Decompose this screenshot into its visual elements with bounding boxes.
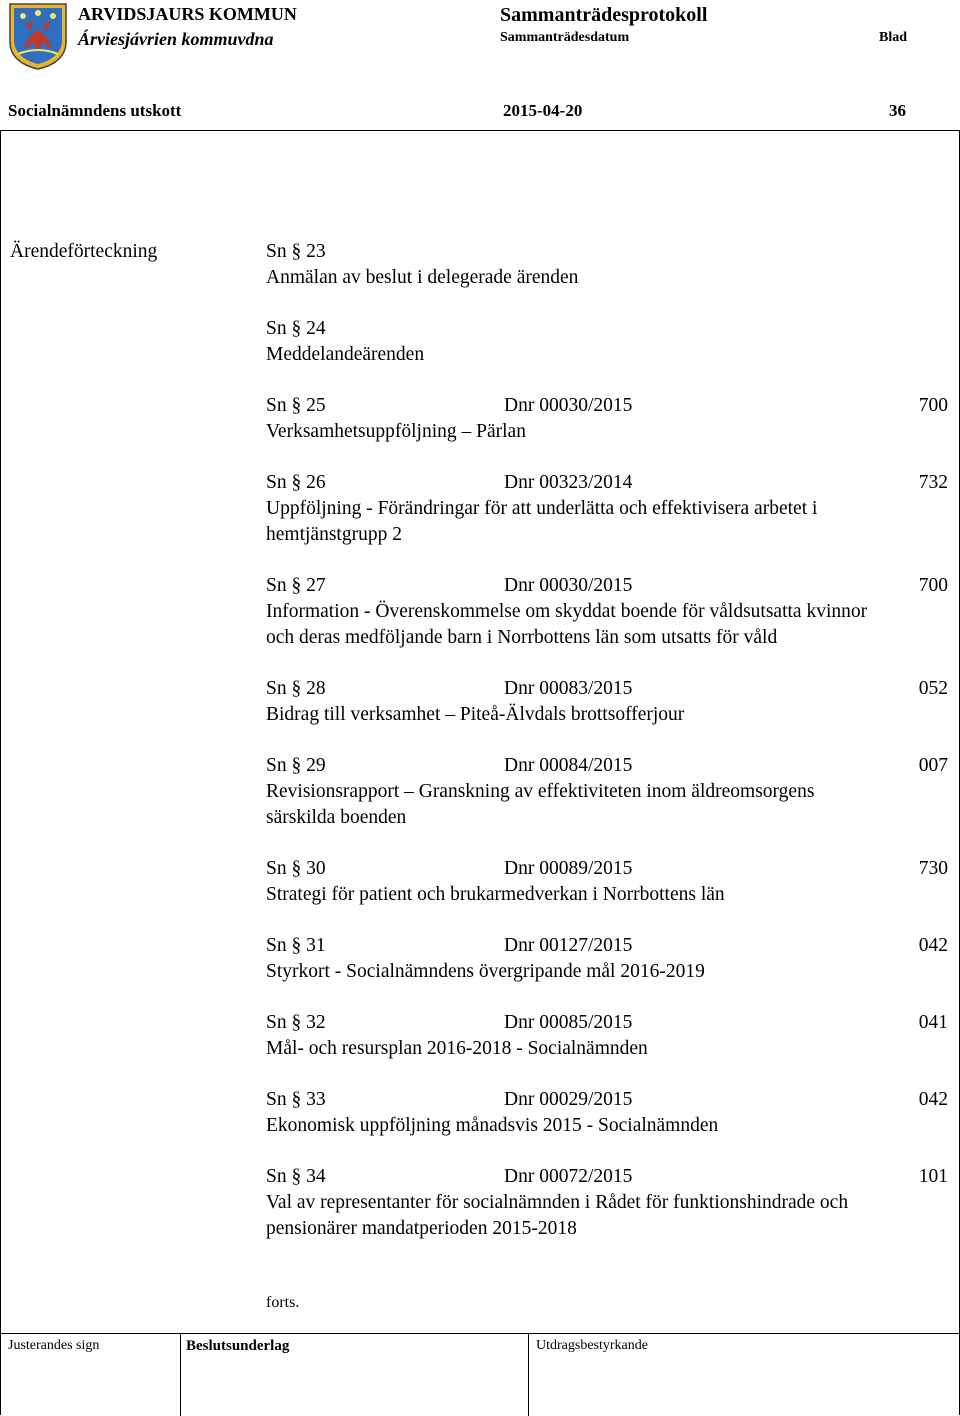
footer-divider-1 [180, 1333, 181, 1416]
agenda-item-header [266, 241, 948, 265]
classification-code: 041 [918, 1012, 948, 1033]
page-number: 36 [889, 101, 906, 120]
page-label: Blad [879, 30, 908, 45]
agenda-item-header [266, 318, 948, 342]
registration-number: Dnr 00030/2015 [504, 395, 633, 416]
agenda-item-title: Uppföljning - Förändringar för att underlätta och effektivisera arbetet i [266, 498, 818, 519]
agenda-item-title: Bidrag till verksamhet – Piteå-Älvdals brottsofferjour [266, 704, 685, 725]
classification-code: 732 [918, 472, 948, 493]
paragraph-number: Sn § 31 [266, 935, 326, 956]
paragraph-number: Sn § 29 [266, 755, 326, 776]
agenda-item-title: Verksamhetsuppföljning – Pärlan [266, 421, 526, 442]
classification-code: 101 [918, 1166, 948, 1187]
meeting-date: 2015-04-20 [503, 101, 583, 120]
agenda-item-header [266, 858, 948, 882]
agenda-item-header [266, 1012, 948, 1036]
agenda-item-title: pensionärer mandatperioden 2015-2018 [266, 1218, 577, 1239]
agenda-item-header [266, 935, 948, 959]
continued-note: forts. [266, 1294, 300, 1311]
registration-number: Dnr 00030/2015 [504, 575, 633, 596]
justifier-sign-label: Justerandes sign [8, 1338, 100, 1353]
committee-name: Socialnämndens utskott [8, 101, 182, 120]
registration-number: Dnr 00083/2015 [504, 678, 633, 699]
classification-code: 007 [918, 755, 948, 776]
agenda-item-title: hemtjänstgrupp 2 [266, 524, 402, 545]
registration-number: Dnr 00089/2015 [504, 858, 633, 879]
paragraph-number: Sn § 34 [266, 1166, 326, 1187]
agenda-item-title: och deras medföljande barn i Norrbottens län som utsatts för våld [266, 627, 778, 648]
paragraph-number: Sn § 30 [266, 858, 326, 879]
agenda-item-header [266, 755, 948, 779]
municipality-coat-of-arms-logo [8, 2, 68, 70]
agenda-item-title: Revisionsrapport – Granskning av effektiviteten inom äldreomsorgens [266, 781, 815, 802]
classification-code: 052 [918, 678, 948, 699]
paragraph-number: Sn § 24 [266, 318, 326, 339]
agenda-item-header [266, 472, 948, 496]
agenda-item-header [266, 1089, 948, 1113]
municipality-name: ARVIDSJAURS KOMMUN [78, 4, 297, 24]
protocol-title: Sammanträdesprotokoll [500, 4, 708, 26]
classification-code: 042 [918, 935, 948, 956]
registration-number: Dnr 00029/2015 [504, 1089, 633, 1110]
paragraph-number: Sn § 32 [266, 1012, 326, 1033]
agenda-item-title: Val av representanter för socialnämnden i Rådet för funktionshindrade och [266, 1192, 849, 1213]
registration-number: Dnr 00323/2014 [504, 472, 633, 493]
meeting-date-label: Sammanträdesdatum [500, 30, 630, 45]
agenda-item-title: Anmälan av beslut i delegerade ärenden [266, 267, 579, 288]
agenda-item-title: Strategi för patient och brukarmedverkan i Norrbottens län [266, 884, 725, 905]
paragraph-number: Sn § 27 [266, 575, 326, 596]
agenda-item-title: Information - Överenskommelse om skyddat boende för våldsutsatta kvinnor [266, 601, 868, 622]
agenda-item-header [266, 575, 948, 599]
agenda-item-header [266, 395, 948, 419]
excerpt-certification-label: Utdragsbestyrkande [536, 1338, 648, 1353]
agenda-item-title: Mål- och resursplan 2016-2018 - Socialnämnden [266, 1038, 648, 1059]
agenda-item-title: Ekonomisk uppföljning månadsvis 2015 - Socialnämnden [266, 1115, 719, 1136]
footer-divider-2 [528, 1333, 529, 1416]
section-label: Ärendeförteckning [10, 241, 158, 262]
agenda-item-title: Meddelandeärenden [266, 344, 425, 365]
classification-code: 042 [918, 1089, 948, 1110]
paragraph-number: Sn § 28 [266, 678, 326, 699]
footer-divider [0, 1333, 960, 1334]
municipality-name-sami: Árviesjávrien kommuvdna [78, 29, 274, 49]
paragraph-number: Sn § 23 [266, 241, 326, 262]
registration-number: Dnr 00084/2015 [504, 755, 633, 776]
registration-number: Dnr 00085/2015 [504, 1012, 633, 1033]
classification-code: 700 [918, 575, 948, 596]
agenda-item-header [266, 678, 948, 702]
registration-number: Dnr 00127/2015 [504, 935, 633, 956]
agenda-item-header [266, 1166, 948, 1190]
classification-code: 730 [918, 858, 948, 879]
agenda-item-title: Styrkort - Socialnämndens övergripande mål 2016-2019 [266, 961, 705, 982]
paragraph-number: Sn § 26 [266, 472, 326, 493]
registration-number: Dnr 00072/2015 [504, 1166, 633, 1187]
paragraph-number: Sn § 25 [266, 395, 326, 416]
paragraph-number: Sn § 33 [266, 1089, 326, 1110]
agenda-item-title: särskilda boenden [266, 807, 407, 828]
decision-basis-label: Beslutsunderlag [186, 1338, 290, 1354]
classification-code: 700 [918, 395, 948, 416]
